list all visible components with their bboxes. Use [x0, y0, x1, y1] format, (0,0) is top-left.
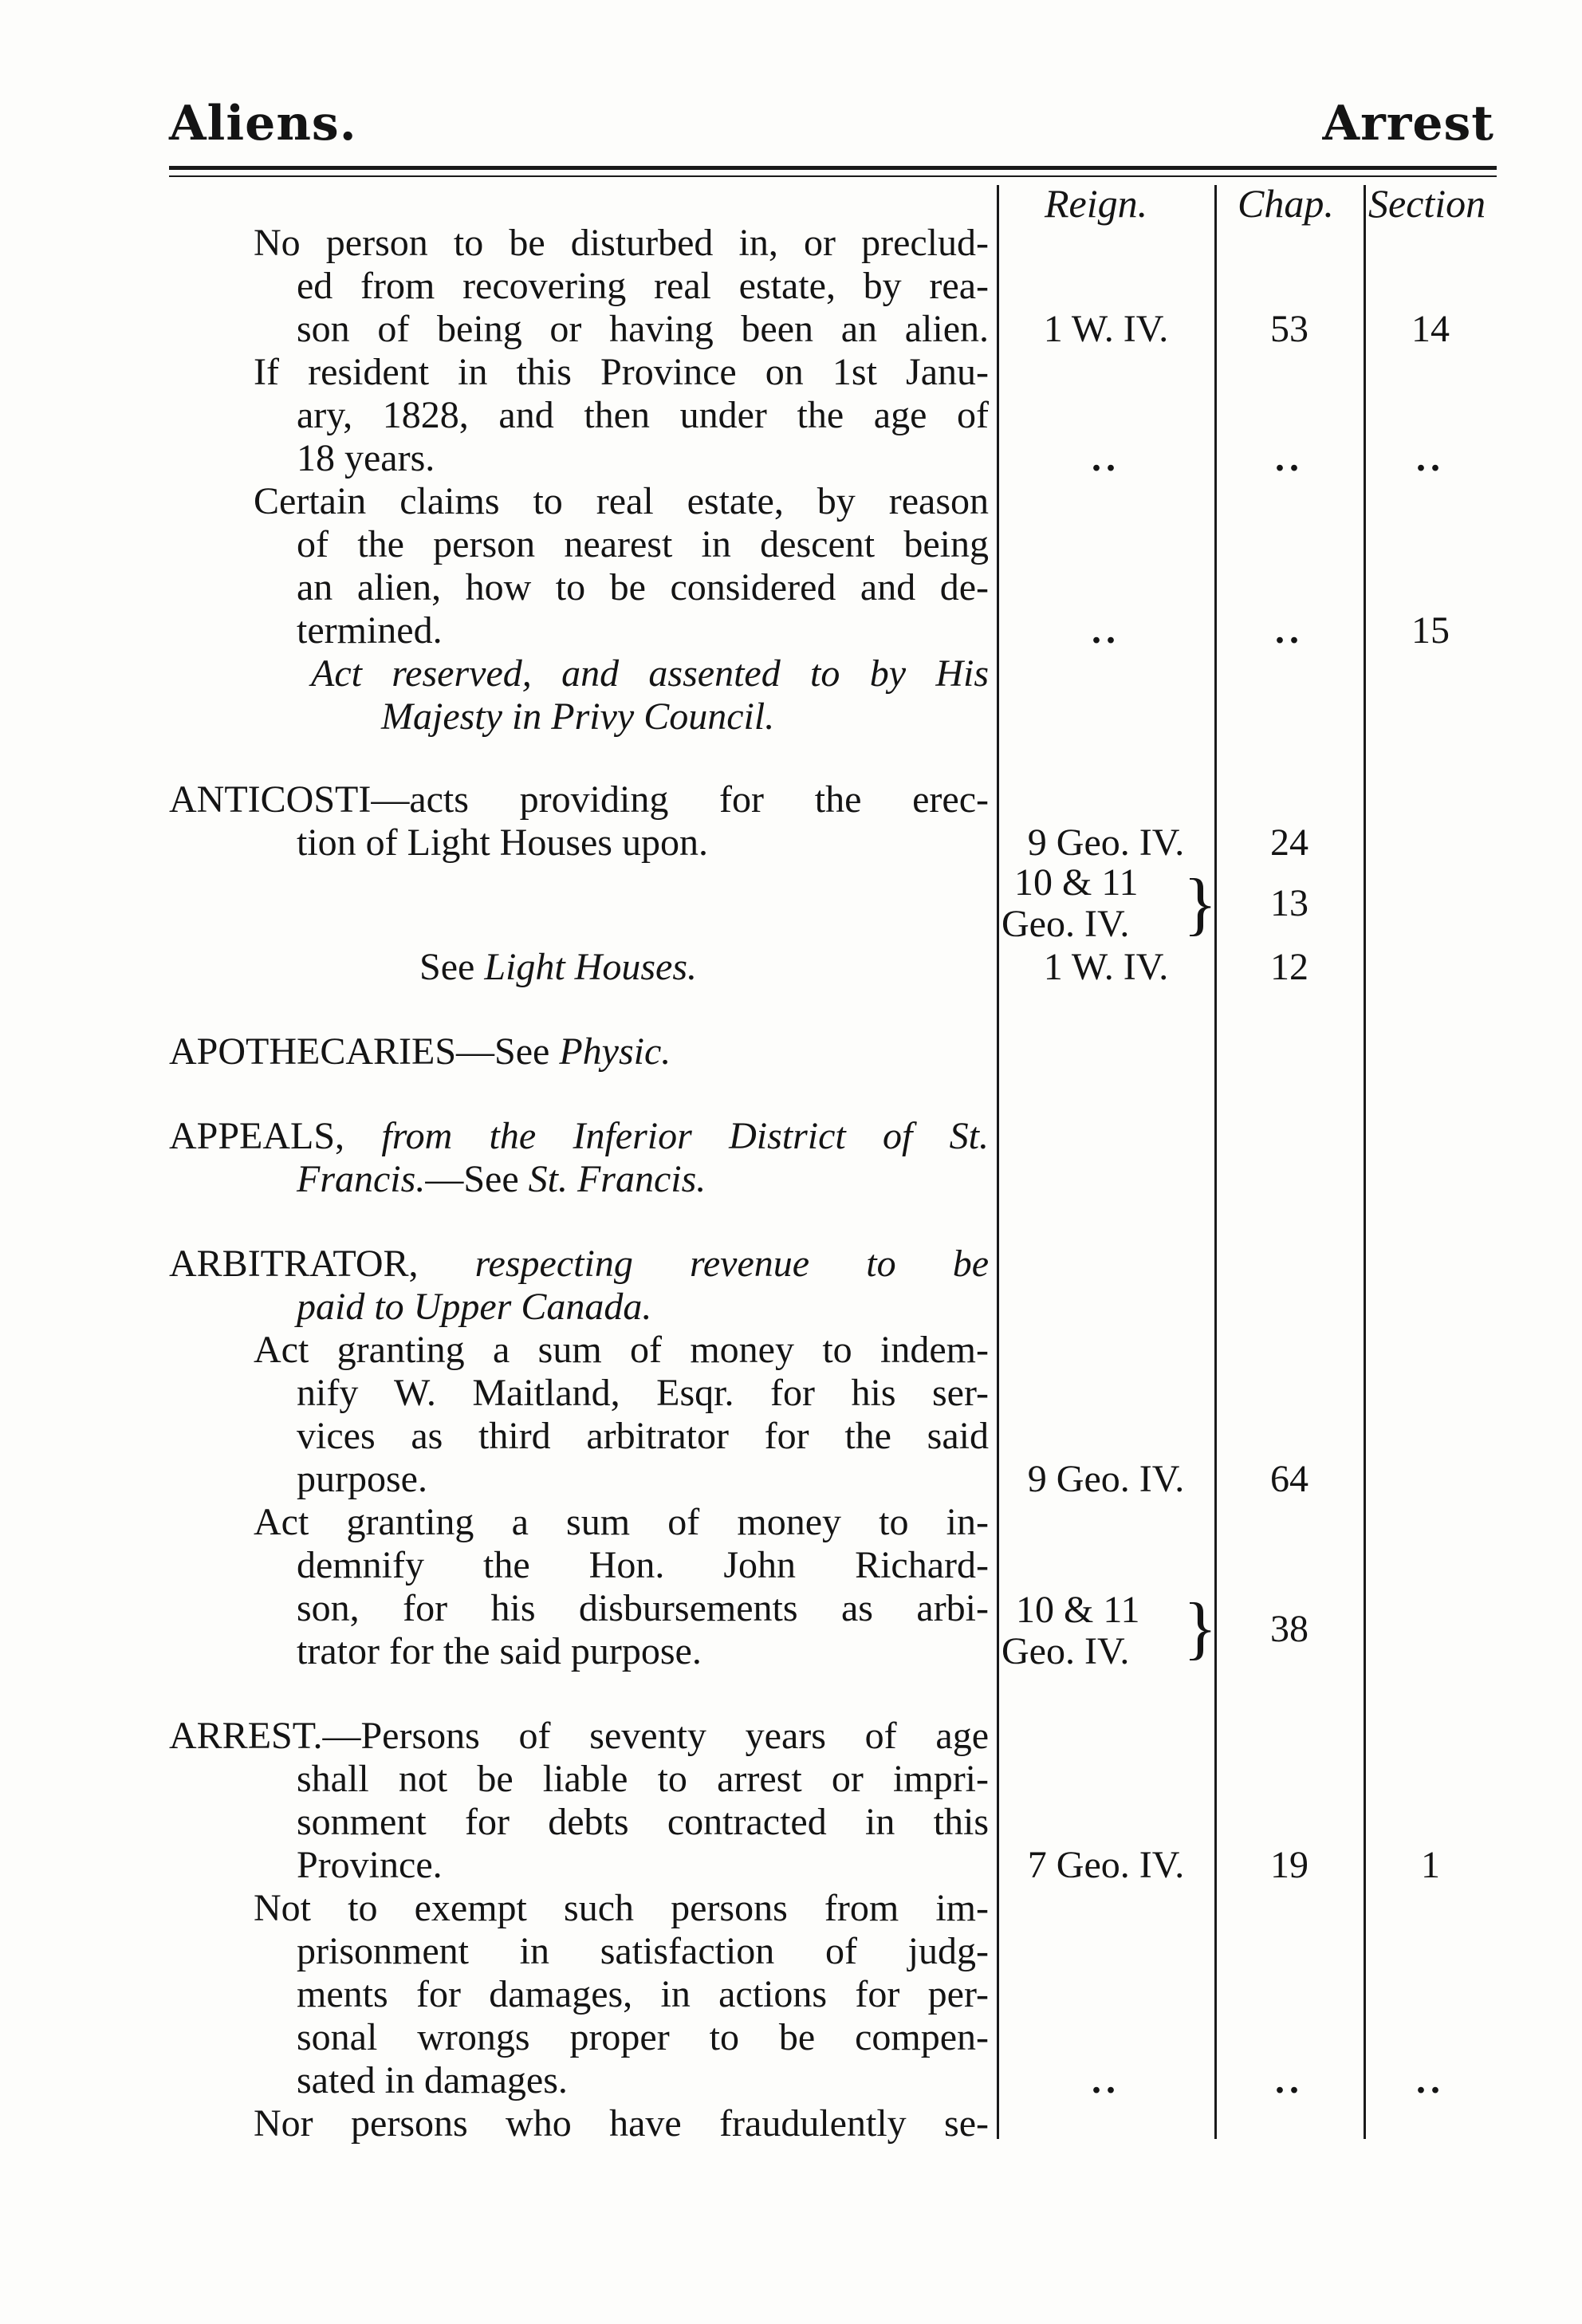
- see-reference: See Light Houses.: [419, 946, 698, 988]
- column-divider-section: [1364, 185, 1366, 2139]
- brace-icon: }: [1183, 865, 1218, 943]
- entry-line: demnify the Hon. John Richard-: [297, 1544, 989, 1586]
- entry-line: son of being or having been an alien.: [297, 308, 989, 350]
- entry-line: Certain claims to real estate, by reason: [254, 480, 989, 522]
- running-head-right: Arrest: [1322, 96, 1494, 152]
- reign-cell-ditto: ..: [1092, 437, 1120, 479]
- entry-line: tion of Light Houses upon.: [297, 821, 708, 864]
- entry-line: Act granting a sum of money to indem-: [254, 1329, 989, 1371]
- entry-line: sated in damages.: [297, 2059, 568, 2101]
- entry-line: sonal wrongs proper to be compen-: [297, 2016, 989, 2058]
- note-line: Majesty in Privy Council.: [381, 695, 775, 738]
- entry-line: sonment for debts contracted in this: [297, 1801, 989, 1843]
- entry-heading-line: APPEALS, from the Inferior District of St.: [169, 1115, 990, 1157]
- note-line: Act reserved, and assented to by His: [311, 652, 989, 695]
- entry-line: 18 years.: [297, 437, 435, 479]
- column-head-reign: Reign.: [1045, 181, 1148, 226]
- entry-line: prisonment in satisfaction of judg-: [297, 1930, 989, 1972]
- reign-cell-line: 10 & 11: [1014, 861, 1139, 904]
- reign-cell-ditto: ..: [1092, 609, 1120, 652]
- entry-line: ARREST.—Persons of seventy years of age: [169, 1715, 989, 1757]
- reign-cell: 7 Geo. IV.: [1027, 1844, 1185, 1886]
- section-cell: 15: [1411, 609, 1450, 652]
- header-rule-thick: [169, 166, 1497, 170]
- entry-line: son, for his disbursements as arbi-: [297, 1587, 989, 1629]
- entry-line: ments for damages, in actions for per-: [297, 1973, 989, 2015]
- entry-line: ary, 1828, and then under the age of: [297, 394, 989, 436]
- entry-line: If resident in this Province on 1st Janu-: [254, 351, 989, 393]
- entry-line: nify W. Maitland, Esqr. for his ser-: [297, 1372, 989, 1414]
- column-divider-chap: [1214, 185, 1217, 2139]
- entry-line: an alien, how to be considered and de-: [297, 566, 989, 609]
- section-cell: 14: [1411, 308, 1450, 350]
- reign-cell-ditto: ..: [1092, 2059, 1120, 2101]
- reign-cell: 1 W. IV.: [1043, 308, 1169, 350]
- entry-line: Nor persons who have fraudulently se-: [254, 2102, 989, 2145]
- reign-cell: 9 Geo. IV.: [1027, 1458, 1185, 1500]
- entry-line: Act granting a sum of money to in-: [254, 1501, 989, 1543]
- chap-cell: 13: [1270, 882, 1308, 924]
- chap-cell: 38: [1270, 1608, 1308, 1650]
- chap-cell: 19: [1270, 1844, 1308, 1886]
- chap-cell: 12: [1270, 946, 1308, 988]
- entry-line: ANTICOSTI—acts providing for the erec-: [169, 778, 989, 821]
- section-cell-ditto: ..: [1416, 2059, 1445, 2101]
- entry-line: ed from recovering real estate, by rea-: [297, 265, 989, 307]
- header-rule-thin: [169, 175, 1497, 177]
- chap-cell-ditto: ..: [1275, 437, 1304, 479]
- entry-line: Province.: [297, 1844, 443, 1886]
- chap-cell: 24: [1270, 821, 1308, 864]
- entry-line: Francis.—See St. Francis.: [297, 1158, 706, 1200]
- entry-line: purpose.: [297, 1458, 427, 1500]
- entry-line: of the person nearest in descent being: [297, 523, 989, 565]
- running-head-left: Aliens.: [169, 96, 357, 152]
- reign-cell-line: 10 & 11: [1016, 1589, 1140, 1631]
- reign-cell-line: Geo. IV.: [1002, 903, 1130, 945]
- entry-line: Not to exempt such persons from im-: [254, 1887, 989, 1929]
- brace-icon: }: [1183, 1589, 1218, 1667]
- section-cell: 1: [1421, 1844, 1440, 1886]
- entry-line: No person to be disturbed in, or preclud-: [254, 222, 989, 264]
- entry-line: trator for the said purpose.: [297, 1630, 702, 1672]
- chap-cell-ditto: ..: [1275, 2059, 1304, 2101]
- column-head-section: Section: [1368, 181, 1486, 226]
- entry-line: termined.: [297, 609, 443, 652]
- reign-cell-line: Geo. IV.: [1002, 1630, 1130, 1672]
- chap-cell: 64: [1270, 1458, 1308, 1500]
- running-head: [169, 96, 1494, 160]
- entry-line: vices as third arbitrator for the said: [297, 1415, 989, 1457]
- entry-line: paid to Upper Canada.: [297, 1286, 652, 1328]
- entry-heading-line: ARBITRATOR, respecting revenue to be: [169, 1243, 990, 1285]
- section-cell-ditto: ..: [1416, 437, 1445, 479]
- column-head-chap: Chap.: [1238, 181, 1334, 226]
- reign-cell: 9 Geo. IV.: [1027, 821, 1185, 864]
- entry-line: shall not be liable to arrest or impri-: [297, 1758, 989, 1800]
- reign-cell: 1 W. IV.: [1043, 946, 1169, 988]
- chap-cell: 53: [1270, 308, 1308, 350]
- chap-cell-ditto: ..: [1275, 609, 1304, 652]
- entry-heading-line: APOTHECARIES—See Physic.: [169, 1030, 671, 1073]
